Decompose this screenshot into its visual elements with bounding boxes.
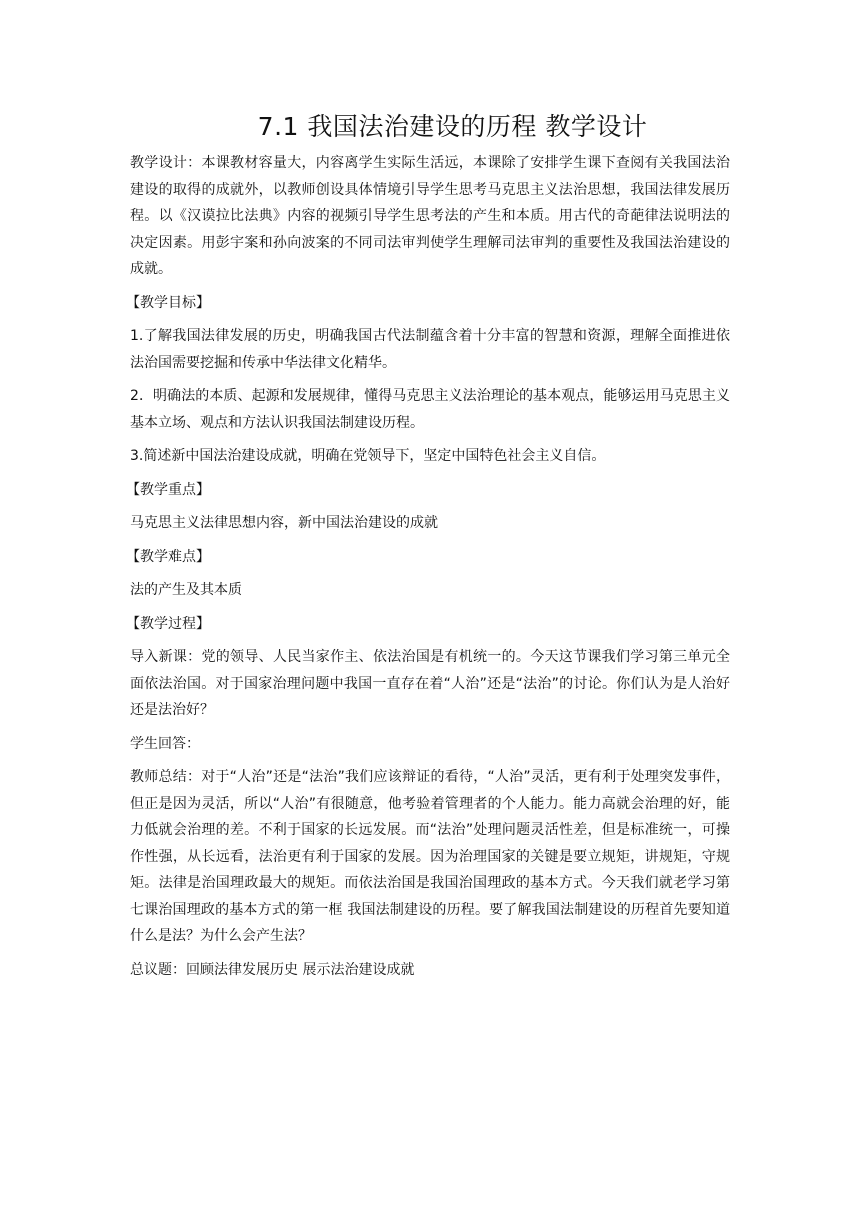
goal-item-1: 1.了解我国法律发展的历史，明确我国古代法制蕴含着十分丰富的智慧和资源，理解全面推进依法治国需要挖掘和传承中华法律文化精华。 — [130, 328, 730, 371]
difficulty-text: 法的产生及其本质 — [130, 582, 242, 598]
goal-item-3: 3.简述新中国法治建设成就，明确在党领导下，坚定中国特色社会主义自信。 — [130, 448, 606, 464]
difficulty-heading: 【教学难点】 — [126, 548, 210, 565]
student-answer-line: 学生回答： — [130, 735, 200, 752]
general-topic-line: 总议题：回顾法律发展历史 展示法治建设成就 — [130, 961, 415, 978]
document-page — [126, 110, 730, 990]
goals-heading: 【教学目标】 — [126, 294, 210, 311]
intro-new-lesson-paragraph: 导入新课：党的领导、人民当家作主、依法治国是有机统一的。今天这节课我们学习第三单元全面依法治国。对于国家治理问题中我国一直存在着“人治”还是“法治”的讨论。你们认为是人治好还是法治好？ — [130, 649, 730, 718]
key-points-heading: 【教学重点】 — [126, 481, 210, 498]
goal-item-2: 2．明确法的本质、起源和发展规律，懂得马克思主义法治理论的基本观点，能够运用马克思主义基本立场、观点和方法认识我国法制建设历程。 — [130, 388, 730, 431]
key-points-text: 马克思主义法律思想内容，新中国法治建设的成就 — [130, 515, 438, 531]
document-title: 7.1 我国法治建设的历程 教学设计 — [257, 112, 648, 141]
process-heading: 【教学过程】 — [126, 615, 210, 632]
design-intro-paragraph: 教学设计：本课教材容量大，内容离学生实际生活远，本课除了安排学生课下查阅有关我国法治建设的取得的成就外，以教师创设具体情境引导学生思考马克思主义法治思想，我国法律发展历程。以《汉谟拉比法典》内容的视频引导学生思考法的产生和本质。用古代的奇葩律法说明法的决定因素。用彭宇案和孙向波案的不同司法审判使学生理解司法审判的重要性及我国法治建设的成就。 — [130, 155, 730, 277]
teacher-summary-paragraph: 教师总结：对于“人治”还是“法治”我们应该辩证的看待，“人治”灵活，更有利于处理突发事件，但正是因为灵活，所以“人治”有很随意，他考验着管理者的个人能力。能力高就会治理的好，能力低就会治理的差。不利于国家的长远发展。而“法治”处理问题灵活性差，但是标准统一，可操作性强，从长远看，法治更有利于国家的发展。因为治理国家的关键是要立规矩，讲规矩，守规矩。法律是治国理政最大的规矩。而依法治国是我国治国理政的基本方式。今天我们就老学习第七课治国理政的基本方式的第一框 我国法制建设的历程。要了解我国法制建设的历程首先要知道什么是法？为什么会产生法？ — [130, 769, 730, 944]
